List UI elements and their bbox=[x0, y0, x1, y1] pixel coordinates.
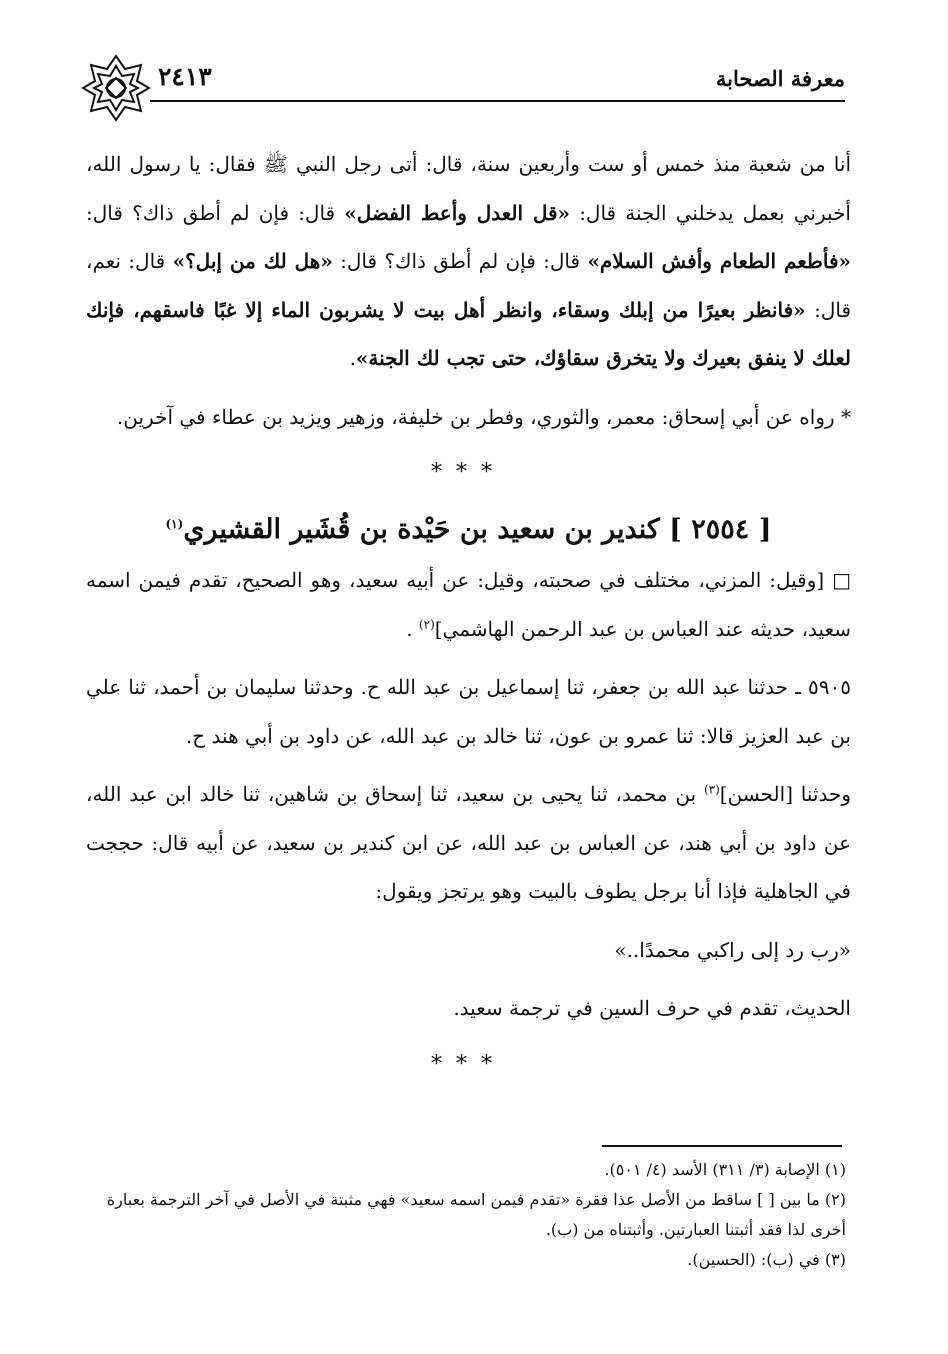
paragraph-narration: * رواه عن أبي إسحاق: معمر، والثوري، وفطر بن خليفة، وزهير ويزيد بن عطاء في آخرين. bbox=[116, 404, 851, 429]
header-rule bbox=[150, 100, 845, 102]
page-header bbox=[80, 52, 845, 130]
paragraph-isnad: ٥٩٠٥ ـ حدثنا عبد الله بن جعفر، ثنا إسماعيل بن عبد الله ح. وحدثنا سليمان بن أحمد، ثنا علي بن عبد العزيز قالا: ثنا عمرو بن عون، ثنا خالد بن عبد الله، عن داود بن أبي هند ح. bbox=[86, 675, 851, 748]
footnote-item: (٣) في (ب): (الحسين). bbox=[687, 1250, 846, 1269]
footnote-item: (١) الإصابة (٣/ ٣١١) الأسد (٤/ ٥٠١). bbox=[604, 1160, 846, 1179]
text-run: . bbox=[406, 616, 419, 641]
paragraph-note bbox=[86, 556, 851, 653]
text-run: قال: فإن لم أطق ذاك؟ قال: bbox=[86, 200, 345, 225]
footnotes bbox=[86, 1155, 846, 1275]
footnote-ref: (٣) bbox=[703, 782, 720, 797]
running-title: معرفة الصحابة bbox=[715, 66, 845, 91]
text-run: وحدثنا [الحسن] bbox=[719, 782, 851, 806]
text-run: بن محمد، ثنا يحيى بن سعيد، ثنا إسحاق بن شاهين، ثنا خالد ابن عبد الله، عن داود بن أبي هند، عن العباس بن عبد الله، عن ابن كندير بن سعيد، عن أبيه قال: حججت في الجاهلية فإذا أنا برجل يطوف بالبيت وهو يرتجز ويقول: bbox=[86, 782, 852, 903]
quote-bold: «فانظر بعيرًا من إبلك وسقاء، وانظر أهل بيت لا يشربون الماء إلا غبًا فاسقهم، فإنك لعلك لا ينفق بعيرك ولا يتخرق سقاؤك، حتى تجب لك الجنة» bbox=[86, 297, 851, 370]
footnote-ref: (٢) bbox=[418, 616, 435, 631]
main-text bbox=[86, 140, 851, 1097]
footnote-item: (٢) ما بين [ ] ساقط من الأصل عذا فقرة «تقدم فيمن اسمه سعيد» فهي مثبتة في الأصل في آخر الترجمة بعبارة أخرى لذا فقد أثبتنا العبارتين. وأثبتناه من (ب). bbox=[106, 1190, 846, 1239]
section-divider: *** bbox=[431, 1051, 506, 1077]
quote-bold: «فأطعم الطعام وأفش السلام» bbox=[587, 249, 852, 273]
text-run: . bbox=[349, 346, 356, 370]
section-divider: *** bbox=[431, 460, 506, 485]
ornament-icon bbox=[80, 52, 152, 124]
paragraph-hadith bbox=[86, 140, 851, 383]
paragraph-closing: الحديث، تقدم في حرف السين في ترجمة سعيد. bbox=[453, 996, 851, 1020]
footnote-ref: (١) bbox=[165, 516, 184, 531]
page-number: ٢٤١٣ bbox=[158, 62, 212, 91]
heading-text: [ ٢٥٥٤ ] كندير بن سعيد بن حَيْدة بن قُشَير القشيري bbox=[183, 513, 772, 545]
paragraph-verse: «رب رد إلى راكبي محمدًا..» bbox=[614, 937, 851, 962]
text-run: □ [وقيل: المزني، مختلف في صحبته، وقيل: عن أبيه سعيد، وهو الصحيح، تقدم فيمن اسمه سعيد، حديثه عند العباس بن عبد الرحمن الهاشمي] bbox=[86, 568, 851, 641]
quote-bold: «هل لك من إبل؟» bbox=[172, 249, 333, 273]
text-run: قال: فإن لم أطق ذاك؟ قال: bbox=[332, 249, 588, 273]
entry-heading bbox=[86, 506, 851, 555]
text-run: قال: نعم، قال: bbox=[86, 249, 852, 322]
paragraph-isnad-2 bbox=[86, 770, 851, 916]
text-run: أنا من شعبة منذ خمس أو ست وأربعين سنة، قال: أتى رجل النبي ﷺ فقال: يا رسول الله، أخبرني بعمل يدخلني الجنة قال: bbox=[86, 152, 851, 225]
footnote-rule bbox=[602, 1145, 842, 1147]
quote-bold: «قل العدل وأعط الفضل» bbox=[344, 200, 571, 225]
